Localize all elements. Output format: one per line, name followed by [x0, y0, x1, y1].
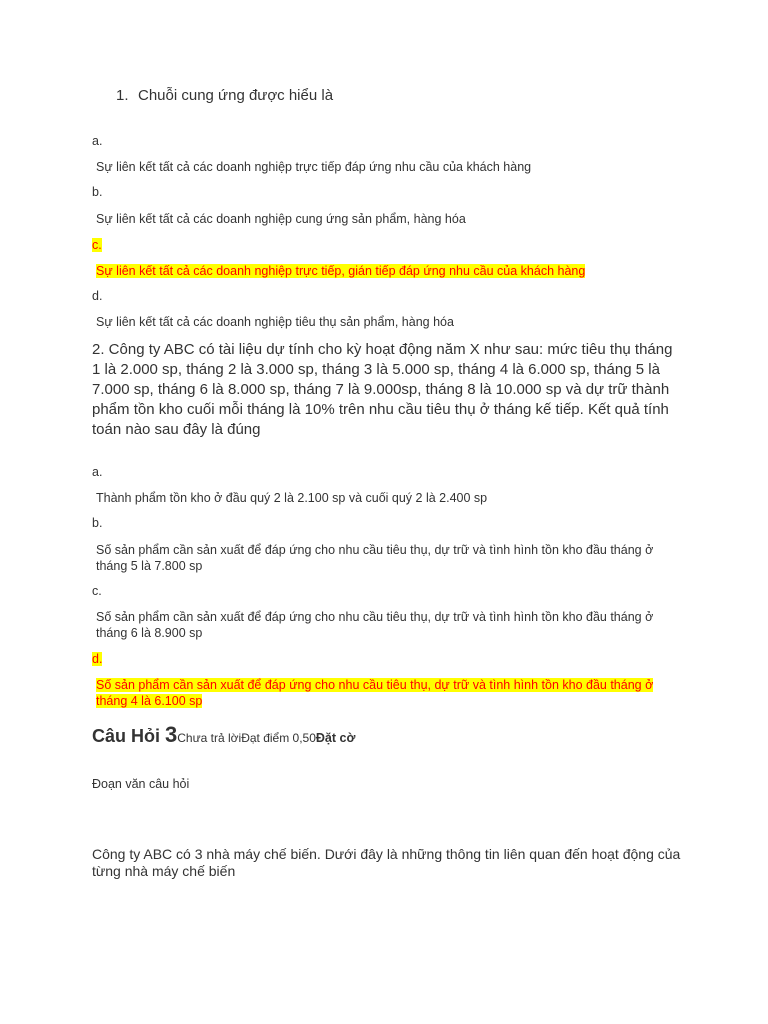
q2-option-c-letter: c.: [92, 584, 102, 598]
question-3-status: Chưa trả lời: [177, 731, 242, 745]
question-1-number: 1.: [116, 87, 129, 104]
q2-option-d-letter-highlight: d.: [92, 652, 103, 666]
q1-option-b-text: Sự liên kết tất cả các doanh nghiệp cung ứng sản phẩm, hàng hóa: [96, 212, 466, 226]
q1-option-a-text: Sự liên kết tất cả các doanh nghiệp trực tiếp đáp ứng nhu cầu của khách hàng: [96, 160, 532, 174]
q2-option-b-text: Số sản phẩm cần sản xuất để đáp ứng cho nhu cầu tiêu thụ, dự trữ và tình hình tồn kho đầu tháng ở tháng 5 là 7.800 sp: [96, 543, 654, 573]
flag-question-link[interactable]: Đặt cờ: [315, 731, 356, 745]
q2-option-c-text: Số sản phẩm cần sản xuất để đáp ứng cho nhu cầu tiêu thụ, dự trữ và tình hình tồn kho đầu tháng ở tháng 6 là 8.900 sp: [96, 610, 654, 640]
question-3-body: Công ty ABC có 3 nhà máy chế biến. Dưới đây là những thông tin liên quan đến hoạt động của từng nhà máy chế biến: [92, 846, 681, 879]
q1-option-d-text: Sự liên kết tất cả các doanh nghiệp tiêu thụ sản phẩm, hàng hóa: [96, 315, 454, 329]
q1-option-c-letter: [92, 238, 102, 252]
question-3-title-word: Câu Hỏi: [92, 726, 166, 746]
question-3-number: 3: [165, 722, 178, 747]
q2-option-b-letter: b.: [92, 516, 103, 530]
question-3-score: Đạt điểm 0,50: [241, 731, 316, 745]
q2-option-d-text: [96, 677, 686, 709]
q2-option-a-letter: a.: [92, 465, 103, 479]
q1-option-b-letter: b.: [92, 185, 103, 199]
q1-option-a-letter: a.: [92, 134, 103, 148]
q2-option-d-text-highlight: Số sản phẩm cần sản xuất để đáp ứng cho nhu cầu tiêu thụ, dự trữ và tình hình tồn kho đầu tháng ở tháng 4 là 6.100 sp: [96, 678, 654, 708]
question-3-header: [92, 722, 355, 748]
q2-option-a-text: Thành phẩm tồn kho ở đầu quý 2 là 2.100 sp và cuối quý 2 là 2.400 sp: [96, 491, 488, 505]
q1-option-d-letter: d.: [92, 289, 103, 303]
question-1-text: Chuỗi cung ứng được hiểu là: [138, 87, 334, 104]
q2-option-d-letter: [92, 652, 102, 666]
q1-option-c-letter-highlight: c.: [92, 238, 102, 252]
question-2-text: 2. Công ty ABC có tài liệu dự tính cho kỳ hoạt động năm X như sau: mức tiêu thụ tháng 1 là 2.000 sp, tháng 2 là 3.000 sp, tháng 3 là 5.000 sp, tháng 4 là 6.000 sp, tháng 5 là 7.000 sp, tháng 6 là 8.000 sp, tháng 7 là 9.000sp, tháng 8 là 10.000 sp và dự trữ thành phẩm tồn kho cuối mỗi tháng là 10% trên nhu cầu tiêu thụ ở tháng kế tiếp. Kết quả tính toán nào sau đây là đúng: [92, 341, 673, 438]
q1-option-c-text-highlight: Sự liên kết tất cả các doanh nghiệp trực tiếp, gián tiếp đáp ứng nhu cầu của khách hàng: [96, 264, 586, 278]
q1-option-c-text: [96, 263, 686, 279]
question-1-title: [116, 87, 333, 104]
question-3-label: Đoạn văn câu hỏi: [92, 777, 190, 791]
